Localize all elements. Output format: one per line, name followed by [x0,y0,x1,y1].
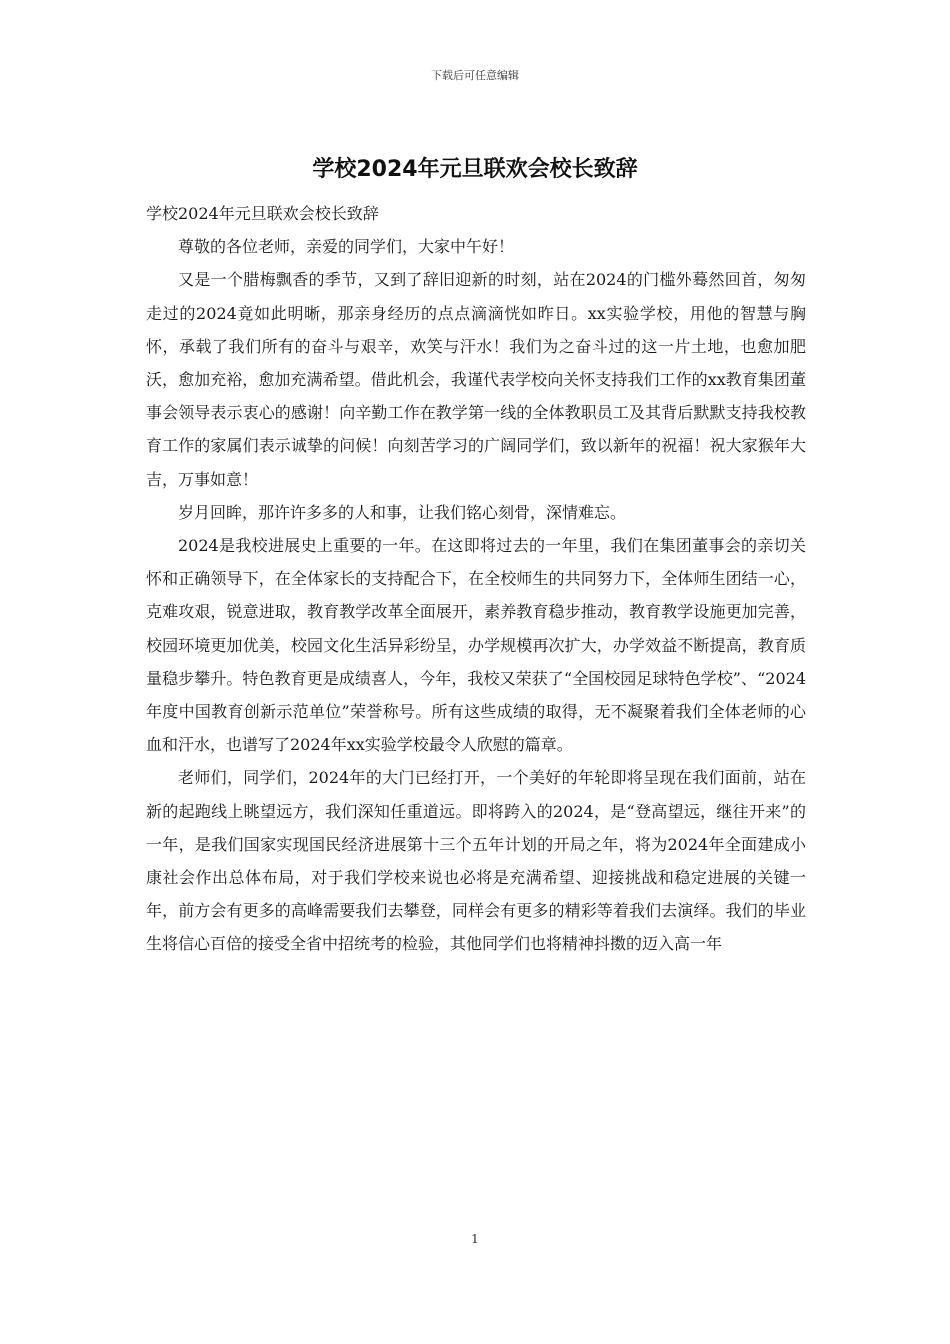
document-subtitle: 学校2024年元旦联欢会校长致辞 [146,204,379,223]
document-title: 学校2024年元旦联欢会校长致辞 [312,157,638,182]
header-note: 下载后可任意编辑 [431,69,519,82]
paragraph-new-year: 又是一个腊梅飘香的季节，又到了辞旧迎新的时刻，站在2024的门槛外蓦然回首，匆匆走过的2024竟如此明晰，那亲身经历的点点滴滴恍如昨日。xx实验学校，用他的智慧与胸怀，承载了我们所有的奋斗与艰辛，欢笑与汗水！我们为之奋斗过的这一片土地，也愈加肥沃，愈加充裕，愈加充满希望。借此机会，我谨代表学校向关怀支持我们工作的xx教育集团董事会领导表示衷心的感谢！向辛勤工作在教学第一线的全体教职员工及其背后默默支持我校教育工作的家属们表示诚挚的问候！向刻苦学习的广阔同学们，致以新年的祝福！祝大家猴年大吉，万事如意！ [146,270,806,489]
document-body [146,197,806,961]
paragraph-greeting: 尊敬的各位老师，亲爱的同学们，大家中午好！ [178,237,515,257]
page-number: 1 [471,1232,479,1246]
paragraph-achievements: 2024是我校进展史上重要的一年。在这即将过去的一年里，我们在集团董事会的亲切关怀和正确领导下，在全体家长的支持配合下，在全校师生的共同努力下，全体师生团结一心，克难攻艰，锐意进取，教育教学改革全面展开，素养教育稳步推动，教育教学设施更加完善，校园环境更加优美，校园文化生活异彩纷呈，办学规模再次扩大，办学效益不断提高，教育质量稳步攀升。特色教育更是成绩喜人，今年，我校又荣获了“全国校园足球特色学校”、“2024年度中国教育创新示范单位”荣誉称号。所有这些成绩的取得，无不凝聚着我们全体老师的心血和汗水，也谱写了2024年xx实验学校最令人欣慰的篇章。 [146,536,806,755]
paragraph-outlook: 老师们，同学们，2024年的大门已经打开，一个美好的年轮即将呈现在我们面前，站在新的起跑线上眺望远方，我们深知任重道远。即将跨入的2024，是“登高望远，继往开来”的一年，是我们国家实现国民经济进展第十三个五年计划的开局之年，将为2024年全面建成小康社会作出总体布局，对于我们学校来说也必将是充满希望、迎接挑战和稳定进展的关键一年，前方会有更多的高峰需要我们去攀登，同样会有更多的精彩等着我们去演绎。我们的毕业生将信心百倍的接受全省中招统考的检验，其他同学们也将精神抖擞的迈入高一年 [146,768,806,954]
paragraph-reflection: 岁月回眸，那许许多多的人和事，让我们铭心刻骨，深情难忘。 [178,502,627,522]
